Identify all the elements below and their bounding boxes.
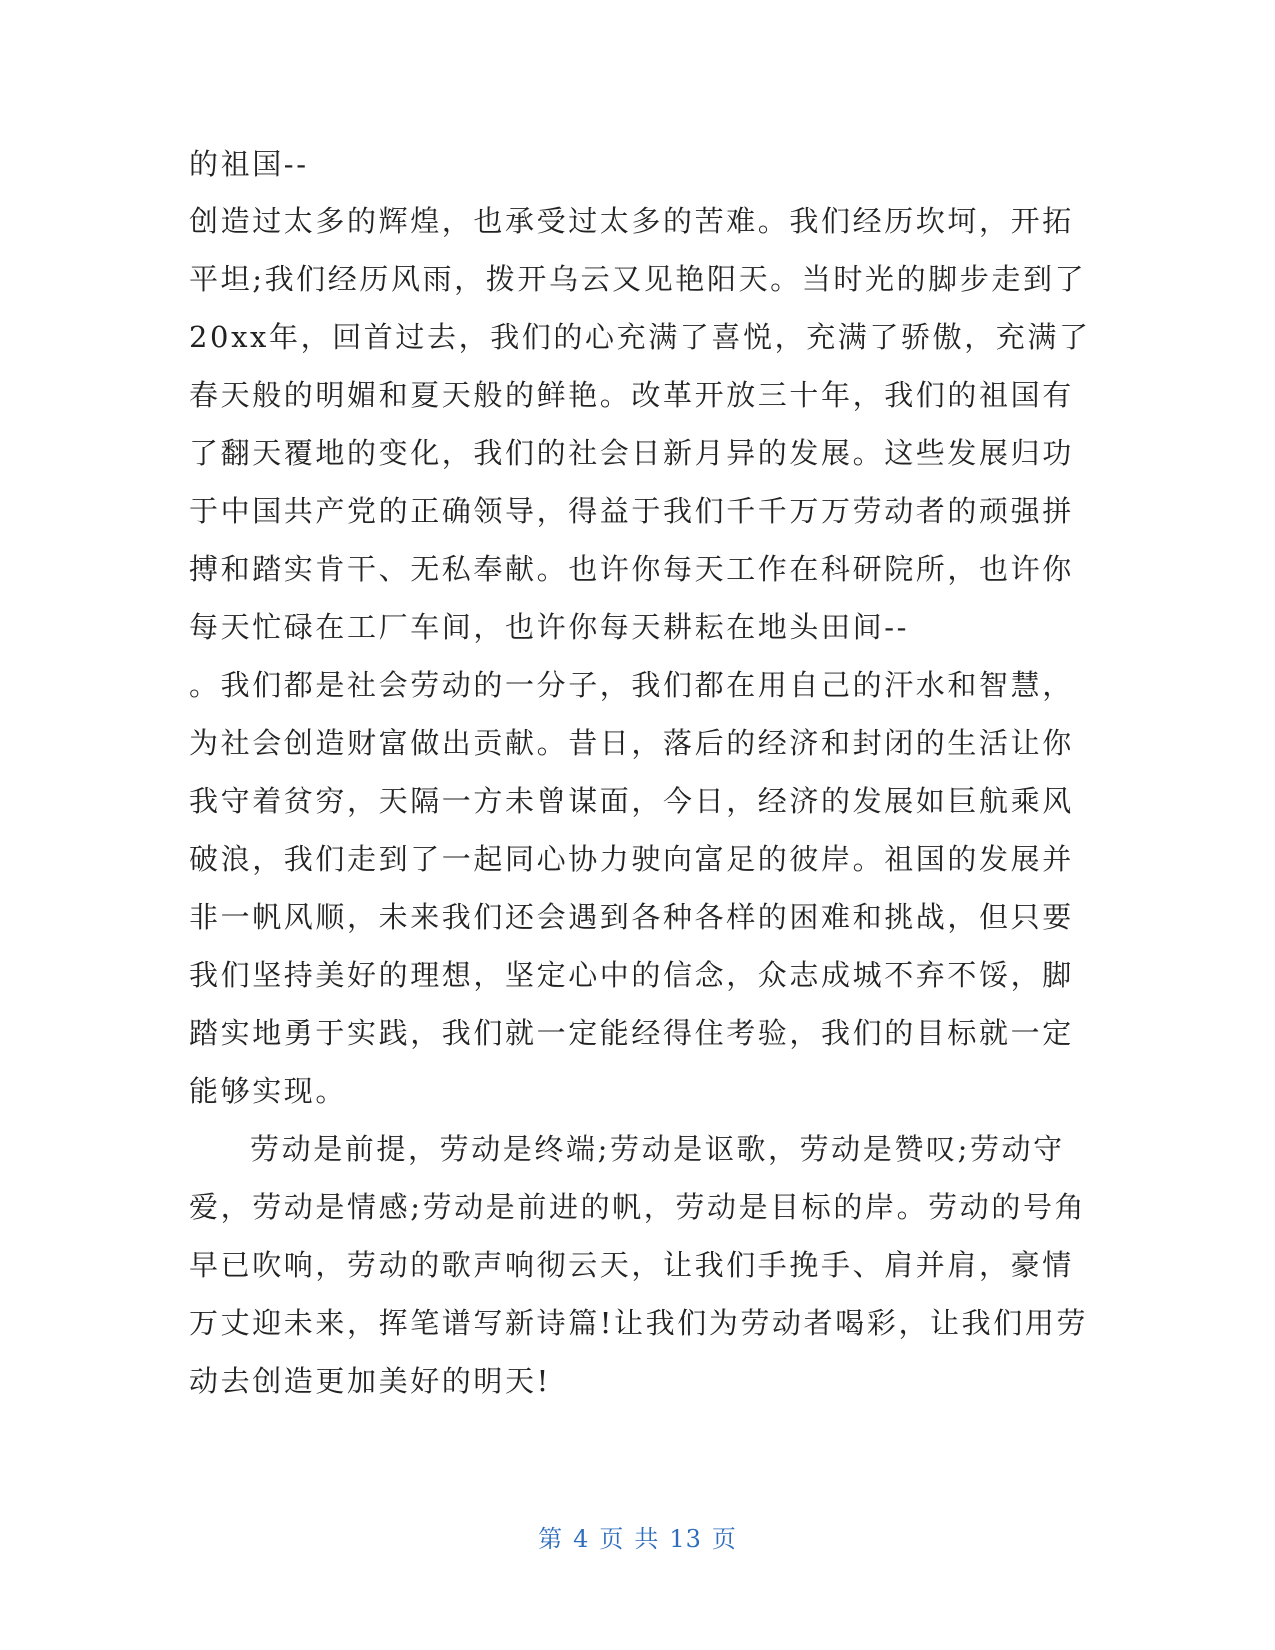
body-line: 早已吹响，劳动的歌声响彻云天，让我们手挽手、肩并肩，豪情 — [189, 1248, 1074, 1282]
body-line: 的祖国-- — [189, 147, 309, 181]
body-line: 为社会创造财富做出贡献。昔日，落后的经济和封闭的生活让你 — [189, 726, 1074, 760]
body-line: 动去创造更加美好的明天! — [189, 1364, 551, 1398]
body-line: 于中国共产党的正确领导，得益于我们千千万万劳动者的顽强拼 — [189, 494, 1074, 528]
body-line: 搏和踏实肯干、无私奉献。也许你每天工作在科研院所，也许你 — [189, 552, 1074, 586]
body-line: 平坦;我们经历风雨，拨开乌云又见艳阳天。当时光的脚步走到了 — [189, 262, 1087, 296]
body-line: 能够实现。 — [189, 1074, 348, 1108]
body-line: 了翻天覆地的变化，我们的社会日新月异的发展。这些发展归功 — [189, 436, 1074, 470]
body-line: 我守着贫穷，天隔一方未曾谋面，今日，经济的发展如巨航乘风 — [189, 784, 1074, 818]
body-line: 踏实地勇于实践，我们就一定能经得住考验，我们的目标就一定 — [189, 1016, 1074, 1050]
body-line: 我们坚持美好的理想，坚定心中的信念，众志成城不弃不馁，脚 — [189, 958, 1074, 992]
footer-prefix: 第 — [538, 1525, 564, 1553]
footer-total-word: 共 — [634, 1525, 660, 1553]
paragraph-start-line: 劳动是前提，劳动是终端;劳动是讴歌，劳动是赞叹;劳动守 — [250, 1132, 1065, 1166]
body-line: 每天忙碌在工厂车间，也许你每天耕耘在地头田间-- — [189, 610, 909, 644]
footer-suffix: 页 — [711, 1525, 737, 1553]
body-line: 20xx年，回首过去，我们的心充满了喜悦，充满了骄傲，充满了 — [189, 320, 1091, 354]
body-line: 万丈迎未来，挥笔谱写新诗篇!让我们为劳动者喝彩，让我们用劳 — [189, 1306, 1089, 1340]
body-line: 非一帆风顺，未来我们还会遇到各种各样的困难和挑战，但只要 — [189, 900, 1074, 934]
footer-total-pages: 13 — [669, 1525, 702, 1553]
page-footer — [0, 1524, 1275, 1554]
body-line: 破浪，我们走到了一起同心协力驶向富足的彼岸。祖国的发展并 — [189, 842, 1074, 876]
footer-current-page: 4 — [573, 1525, 590, 1553]
body-line: 爱，劳动是情感;劳动是前进的帆，劳动是目标的岸。劳动的号角 — [189, 1190, 1087, 1224]
body-line: 春天般的明媚和夏天般的鲜艳。改革开放三十年，我们的祖国有 — [189, 378, 1074, 412]
footer-page-word: 页 — [599, 1525, 625, 1553]
body-line: 。我们都是社会劳动的一分子，我们都在用自己的汗水和智慧， — [189, 668, 1074, 702]
body-line: 创造过太多的辉煌，也承受过太多的苦难。我们经历坎坷，开拓 — [189, 204, 1074, 238]
